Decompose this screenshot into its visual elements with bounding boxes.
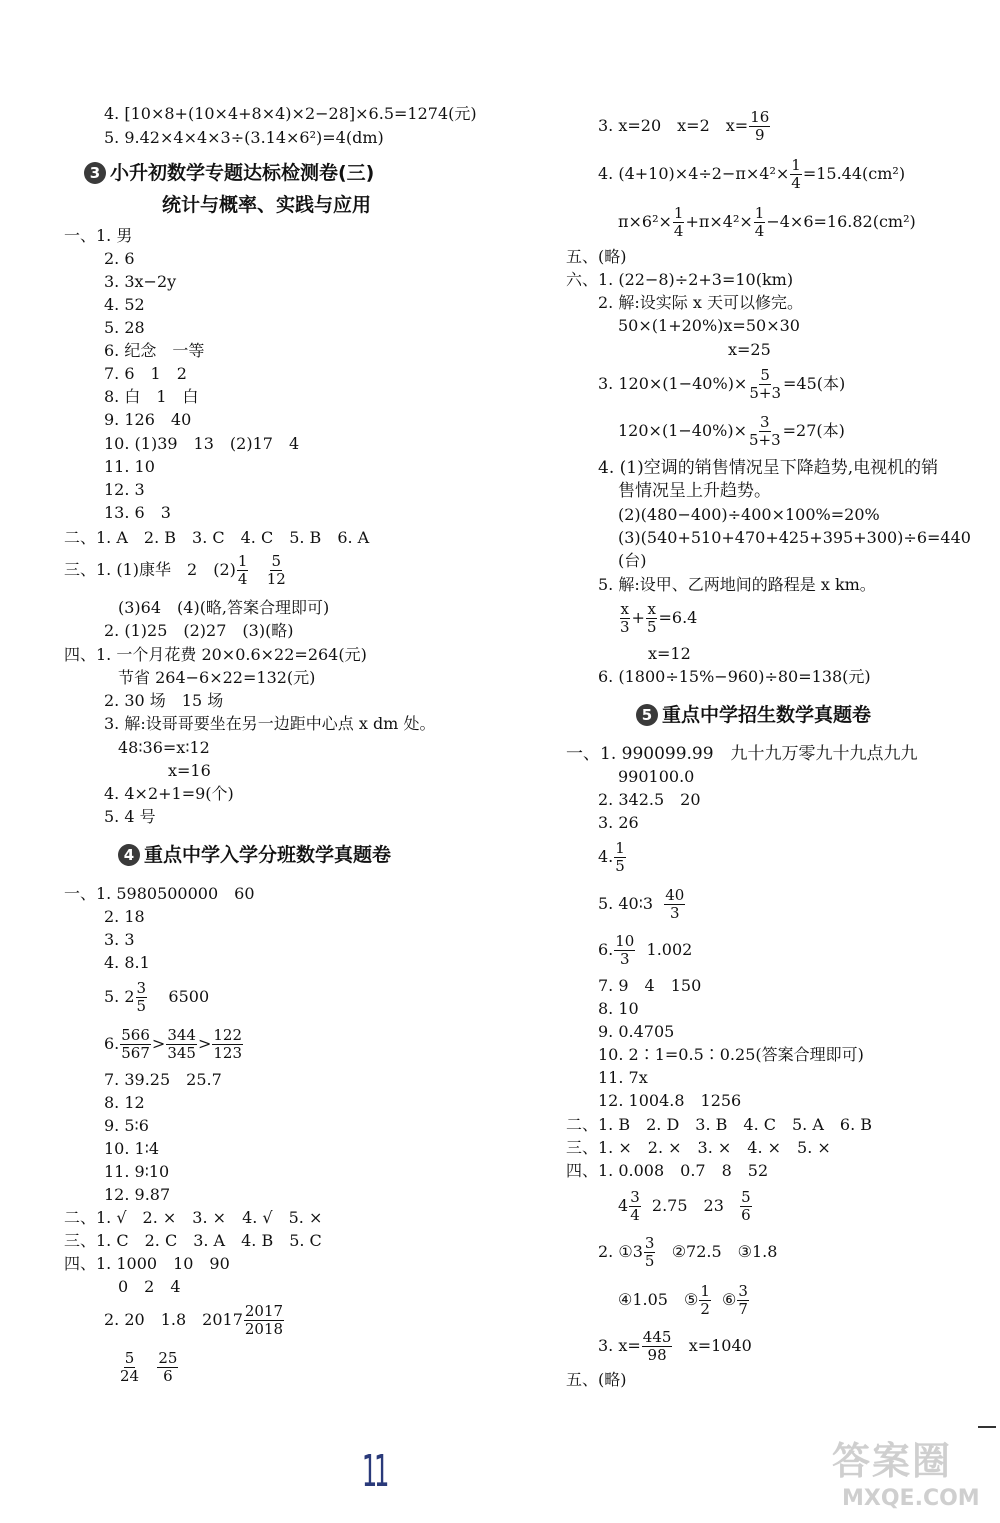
answer-line: 0 2 4 <box>118 1277 181 1296</box>
answer-line: 2. 解:设实际 x 天可以修完。 <box>598 293 803 312</box>
answer-line: 三、1. C 2. C 3. A 4. B 5. C <box>64 1231 322 1250</box>
answer-line: 11. 9∶10 <box>104 1162 170 1181</box>
answer-line: 12. 1004.8 1256 <box>598 1091 742 1110</box>
fraction: $\frac{344}{345}$ <box>167 1026 196 1062</box>
fraction: $\frac{3}{5}$ <box>644 1234 655 1270</box>
answer-line-fraction: 6. $\frac{566}{567}$ > $\frac{344}{345}$ > $\frac{122}{123}$ <box>104 1026 242 1062</box>
fraction: $\frac{x}{5}$ <box>646 600 657 636</box>
section-3-subtitle: 统计与概率、实践与应用 <box>162 194 372 216</box>
answer-line: 4. 52 <box>104 295 145 314</box>
fraction: $\frac{1}{2}$ <box>700 1282 710 1318</box>
answer-line: 六、1. (22−8)÷2+3=10(km) <box>566 270 794 289</box>
answer-line: 10. 1∶4 <box>104 1139 160 1158</box>
answer-line-fraction: 三、1. (1)康华 2 (2) $\frac{1}{4}$ $\frac{5}{12}$ <box>64 552 286 588</box>
answer-line: x=16 <box>168 761 211 780</box>
answer-line: 48∶36=x∶12 <box>118 738 210 757</box>
answer-line-fraction: 3. x=20 x=2 x= $\frac{16}{9}$ <box>598 108 770 144</box>
answer-line: 4. 4×2+1=9(个) <box>104 784 234 803</box>
answer-line: 11. 10 <box>104 457 155 476</box>
answer-line: 四、1. 0.008 0.7 8 52 <box>566 1161 769 1180</box>
answer-line: 7. 39.25 25.7 <box>104 1070 222 1089</box>
fraction: $\frac{5}{12}$ <box>266 552 286 588</box>
edge-mark <box>978 1426 996 1428</box>
answer-line: 8. 白 1 白 <box>104 387 199 406</box>
answer-line-fraction: π×6²× $\frac{1}{4}$ +π×4²× $\frac{1}{4}$ −4×6=16.82(cm²) <box>618 204 916 240</box>
answer-line: 一、1. 男 <box>64 226 133 245</box>
answer-line: 一、1. 5980500000 60 <box>64 884 255 903</box>
answer-line: 6. (1800÷15%−960)÷80=138(元) <box>598 667 871 686</box>
answer-line: 二、1. B 2. D 3. B 4. C 5. A 6. B <box>566 1115 873 1134</box>
fraction: $\frac{2017}{2018}$ <box>244 1302 284 1338</box>
fraction: $\frac{16}{9}$ <box>750 108 770 144</box>
fraction: $\frac{x}{3}$ <box>620 600 630 636</box>
fraction: $\frac{5}{24}$ <box>120 1349 140 1385</box>
answer-line-fraction: ④1.05 ⑤ $\frac{1}{2}$ ⑥ $\frac{3}{7}$ <box>618 1282 748 1318</box>
answer-line: 4. (1)空调的销售情况呈下降趋势,电视机的销 <box>598 458 939 478</box>
fraction: $\frac{3}{5+3}$ <box>748 413 781 449</box>
answer-line: (3)64 (4)(略,答案合理即可) <box>118 598 330 617</box>
answer-line: 13. 6 3 <box>104 503 171 522</box>
answer-line-fraction: 5. 40∶3 $\frac{40}{3}$ <box>598 886 685 922</box>
answer-line: (2)(480−400)÷400×100%=20% <box>618 505 880 524</box>
section-number-badge: 5 <box>636 704 658 726</box>
section-title-text: 重点中学招生数学真题卷 <box>662 704 872 726</box>
answer-line: 五、(略) <box>566 247 627 266</box>
answer-line-fraction: 2. ①3 $\frac{3}{5}$ ②72.5 ③1.8 <box>598 1234 778 1270</box>
section-title-text: 重点中学入学分班数学真题卷 <box>144 844 392 866</box>
section-3-title <box>84 160 374 186</box>
answer-line-fraction: 4. (4+10)×4÷2−π×4²× $\frac{1}{4}$ =15.44(cm²) <box>598 156 906 192</box>
answer-line: (台) <box>618 551 647 570</box>
answer-line: 2. 342.5 20 <box>598 790 701 809</box>
answer-line: 4. [10×8+(10×4+8×4)×2−28]×6.5=1274(元) <box>104 104 477 123</box>
fraction: $\frac{40}{3}$ <box>665 886 685 922</box>
answer-line-fraction <box>118 1347 179 1387</box>
section-4-title <box>118 842 391 868</box>
answer-line: 5. 9.42×4×4×3÷(3.14×6²)=4(dm) <box>104 128 384 147</box>
answer-line-fraction: 3. x= $\frac{445}{98}$ x=1040 <box>598 1328 752 1364</box>
fraction: $\frac{10}{3}$ <box>615 932 635 968</box>
answer-line: 10. 2∶1=0.5∶0.25(答案合理即可) <box>598 1045 864 1064</box>
answer-line: 2. 30 场 15 场 <box>104 691 224 710</box>
answer-line: 9. 126 40 <box>104 410 192 429</box>
answer-line-fraction: 4 $\frac{3}{4}$ 2.75 23 $\frac{5}{6}$ <box>618 1188 751 1224</box>
answer-line-fraction: 2. 20 1.8 2017 $\frac{2017}{2018}$ <box>104 1302 284 1338</box>
answer-line: 8. 12 <box>104 1093 145 1112</box>
answer-line: 2. 18 <box>104 907 145 926</box>
answer-line-fraction: 120×(1−40%)× $\frac{3}{5+3}$ =27(本) <box>618 413 845 449</box>
answer-line: 12. 9.87 <box>104 1185 171 1204</box>
answer-line: 12. 3 <box>104 480 145 499</box>
section-title-text: 小升初数学专题达标检测卷(三) <box>110 162 375 184</box>
answer-line: 3. 解:设哥哥要坐在另一边距中心点 x dm 处。 <box>104 714 436 733</box>
answer-line: 5. 4 号 <box>104 807 156 826</box>
fraction: $\frac{445}{98}$ <box>642 1328 672 1364</box>
fraction: $\frac{122}{123}$ <box>213 1026 242 1062</box>
section-number-badge: 4 <box>118 844 140 866</box>
answer-line: 节省 264−6×22=132(元) <box>118 668 316 687</box>
answer-line: 五、(略) <box>566 1370 627 1389</box>
answer-line: x=12 <box>648 644 691 663</box>
answer-line: 50×(1+20%)x=50×30 <box>618 316 800 335</box>
fraction: $\frac{3}{5}$ <box>136 979 147 1015</box>
fraction: $\frac{1}{5}$ <box>615 839 625 875</box>
answer-line: 四、1. 1000 10 90 <box>64 1254 230 1273</box>
answer-line-fraction: 6. $\frac{10}{3}$ 1.002 <box>598 932 693 968</box>
answer-line: 3. 3x−2y <box>104 272 177 291</box>
answer-line: 一、1. 990099.99 九十九万零九十九点九九 <box>566 744 918 764</box>
answer-line-fraction: 5. 2 $\frac{3}{5}$ 6500 <box>104 979 210 1015</box>
fraction: $\frac{1}{4}$ <box>791 156 801 192</box>
fraction: $\frac{5}{6}$ <box>741 1188 751 1224</box>
section-number-badge: 3 <box>84 162 106 184</box>
answer-line: 售情况呈上升趋势。 <box>618 481 771 501</box>
answer-line: 990100.0 <box>618 767 695 786</box>
section-5-title <box>636 702 871 728</box>
answer-line: 7. 6 1 2 <box>104 364 187 383</box>
fraction: $\frac{566}{567}$ <box>121 1026 150 1062</box>
answer-line: 9. 5∶6 <box>104 1116 149 1135</box>
answer-line: 10. (1)39 13 (2)17 4 <box>104 434 300 453</box>
answer-line: (3)(540+510+470+425+395+300)÷6=440 <box>618 528 971 547</box>
answer-line: 二、1. A 2. B 3. C 4. C 5. B 6. A <box>64 528 370 547</box>
answer-line: 二、1. √ 2. × 3. × 4. √ 5. × <box>64 1208 323 1227</box>
fraction: $\frac{1}{4}$ <box>754 204 765 240</box>
fraction: $\frac{1}{4}$ <box>237 552 248 588</box>
answer-line: 5. 28 <box>104 318 145 337</box>
answer-line-fraction: $\frac{x}{3}$ + $\frac{x}{5}$ =6.4 <box>620 600 698 636</box>
answer-line: 9. 0.4705 <box>598 1022 675 1041</box>
answer-line: 5. 解:设甲、乙两地间的路程是 x km。 <box>598 575 876 594</box>
answer-line: 6. 纪念 一等 <box>104 341 205 360</box>
answer-line: x=25 <box>728 340 771 359</box>
answer-line: 2. (1)25 (2)27 (3)(略) <box>104 621 294 640</box>
watermark-url: MXQE.COM <box>842 1486 980 1511</box>
fraction: $\frac{3}{7}$ <box>738 1282 748 1318</box>
answer-line-fraction: 3. 120×(1−40%)× $\frac{5}{5+3}$ =45(本) <box>598 366 846 402</box>
answer-line: 7. 9 4 150 <box>598 976 702 995</box>
answer-line-fraction: 4. $\frac{1}{5}$ <box>598 839 625 875</box>
answer-line: 3. 26 <box>598 813 639 832</box>
answer-line: 11. 7x <box>598 1068 648 1087</box>
answer-line: 3. 3 <box>104 930 135 949</box>
fraction: $\frac{3}{4}$ <box>630 1188 640 1224</box>
answer-line: 三、1. × 2. × 3. × 4. × 5. × <box>566 1138 831 1157</box>
answer-line: 4. 8.1 <box>104 953 150 972</box>
answer-line: 四、1. 一个月花费 20×0.6×22=264(元) <box>64 645 367 664</box>
fraction: $\frac{5}{5+3}$ <box>749 366 781 402</box>
watermark-logo: 答案圈 <box>832 1439 953 1483</box>
answer-line: 8. 10 <box>598 999 639 1018</box>
page-number: 11 <box>361 1446 387 1497</box>
answer-line: 2. 6 <box>104 249 135 268</box>
fraction: $\frac{1}{4}$ <box>673 204 684 240</box>
fraction: $\frac{25}{6}$ <box>158 1349 178 1385</box>
